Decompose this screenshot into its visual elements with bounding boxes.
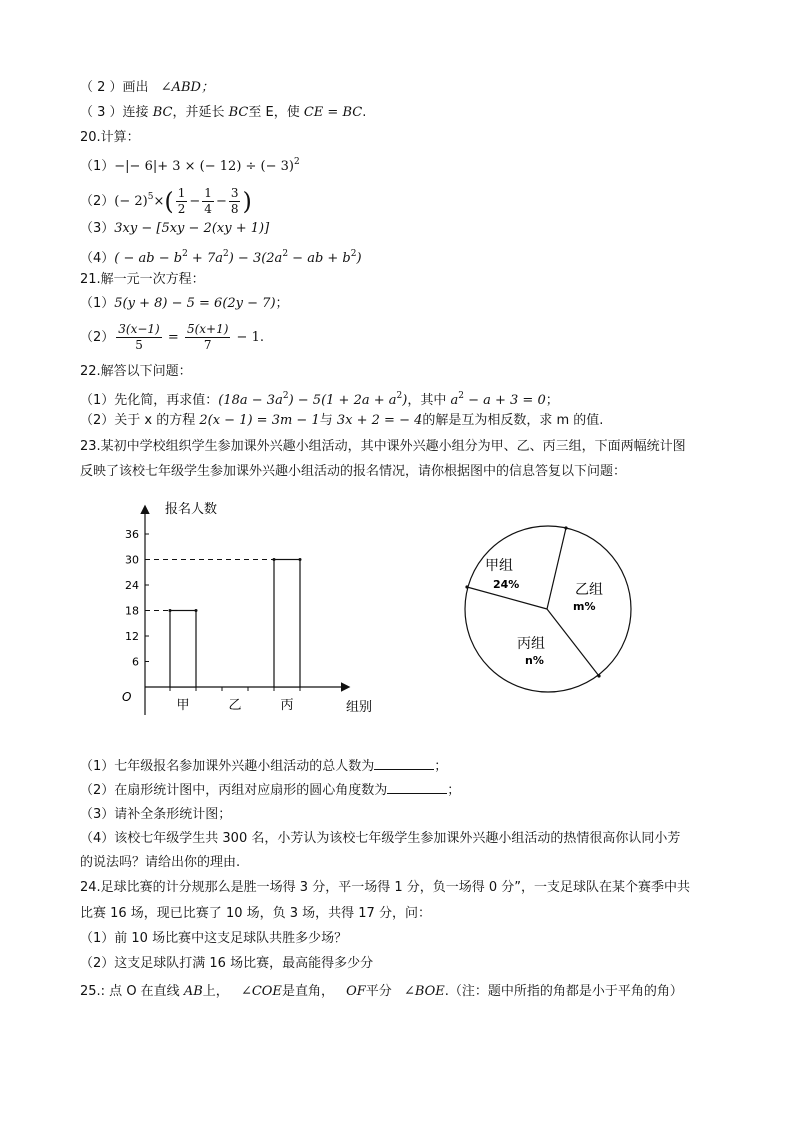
y-tick-label: 30 bbox=[125, 553, 139, 567]
x-axis-label: 组别 bbox=[346, 700, 373, 715]
pie-boundary-dot bbox=[465, 585, 468, 588]
q23-sub1: （1）七年级报名参加课外兴趣小组活动的总人数为 ； bbox=[80, 759, 448, 774]
q22-part2: （2）关于 x 的方程 2(x − 1) = 3m − 1与 3x + 2 = − 4的解是互为相反数，求 m 的值. bbox=[80, 413, 604, 428]
bar-corner-dot bbox=[299, 558, 302, 561]
q25-text: 25.: 点 O 在直线 AB上， ∠COE是直角， OF平分 ∠BOE.（注：题中所指的角都是小于平角的角） bbox=[80, 984, 683, 999]
bar-corner-dot bbox=[195, 609, 198, 612]
q19-part3: （ 3 ）连接 BC，并延长 BC至 E，使 CE = BC. bbox=[80, 105, 367, 120]
bar-甲 bbox=[170, 611, 196, 688]
y-tick-label: 12 bbox=[125, 630, 139, 643]
q24-text-line2: 比赛 16 场，现已比赛了 10 场，负 3 场，共得 17 分，问： bbox=[80, 906, 431, 921]
pie-outline bbox=[465, 526, 631, 692]
answer-blank[interactable] bbox=[387, 781, 447, 794]
q21-part2: （2） $\frac{3(x-1)}{5}$ = $\frac{5(x+1)}{7}$ − 1. bbox=[80, 322, 264, 352]
q23-text-line2: 反映了该校七年级学生参加课外兴趣小组活动的报名情况，请你根据图中的信息答复以下问题： bbox=[80, 464, 627, 479]
q23-sub3: （3）请补全条形统计图； bbox=[80, 807, 232, 822]
category-label: 丙 bbox=[280, 698, 294, 713]
bar-chart bbox=[110, 495, 410, 725]
category-label: 乙 bbox=[228, 698, 242, 713]
pie-label-jia: 甲组 bbox=[485, 558, 513, 574]
q23-sub2: （2）在扇形统计图中，丙组对应扇形的圆心角度数为 ； bbox=[80, 783, 461, 798]
pie-slice-boundary bbox=[547, 528, 566, 609]
y-tick-label: 24 bbox=[125, 579, 139, 592]
origin-label: O bbox=[122, 690, 132, 704]
fraction: $\frac{3}{8}$ bbox=[230, 186, 239, 216]
q20-title: 20.计算： bbox=[80, 130, 140, 145]
y-tick-label: 18 bbox=[125, 604, 139, 618]
pie-label-bing: 丙组 bbox=[517, 636, 545, 652]
pie-slice-boundary bbox=[547, 609, 599, 676]
q19-part2: （ 2 ）画出 ∠ABD； bbox=[80, 80, 214, 95]
q24-sub2: （2）这支足球队打满 16 场比赛，最高能得多少分 bbox=[80, 956, 374, 971]
bar-丙 bbox=[274, 560, 300, 688]
q20-part2: $(2)(- 2)^5\times$( $\frac{1}{2}$ − $\frac{1}{4}$ − $\frac{3}{8}$ ) bbox=[80, 186, 252, 216]
pie-boundary-dot bbox=[597, 674, 600, 677]
q23-text-line1: 23.某初中学校组织学生参加课外兴趣小组活动，其中课外兴趣小组分为甲、乙、丙三组，下面两幅统计图 bbox=[80, 439, 686, 454]
y-axis-label: 报名人数 bbox=[165, 502, 218, 517]
pie-value-jia: 24% bbox=[493, 578, 520, 591]
bar-corner-dot bbox=[169, 609, 172, 612]
y-tick-label: 36 bbox=[125, 528, 139, 541]
answer-blank[interactable] bbox=[374, 757, 434, 770]
q24-text-line1: 24.足球比赛的计分规那么是胜一场得 3 分，平一场得 1 分，负一场得 0 分”，一支足球队在某个赛季中共 bbox=[80, 880, 691, 895]
q23-sub4-line2: 的说法吗？请给出你的理由. bbox=[80, 855, 241, 870]
fraction: $\frac{5(x+1)}{7}$ bbox=[186, 322, 229, 352]
fraction: $\frac{3(x-1)}{5}$ bbox=[118, 322, 160, 352]
pie-label-yi: 乙组 bbox=[575, 582, 603, 598]
q23-sub4-line1: （4）该校七年级学生共 300 名，小芳认为该校七年级学生参加课外兴趣小组活动的热情很高你认同小芳 bbox=[80, 831, 681, 846]
q22-part1: （1）先化简，再求值：$(18a - 3a^2) - 5(1 + 2a + a^2)$，其中 $a^2 - a + 3 = 0$； bbox=[80, 391, 559, 408]
fraction: $\frac{1}{4}$ bbox=[204, 186, 212, 216]
category-label: 甲 bbox=[176, 698, 190, 713]
q21-title: 21.解一元一次方程： bbox=[80, 272, 205, 287]
pie-boundary-dot bbox=[564, 526, 567, 529]
y-tick-label: 6 bbox=[132, 655, 139, 669]
q20-part1: （1）−|− 6|+ 3 × (− 12) ÷ (− 3)$^2$ bbox=[80, 157, 300, 174]
pie-value-bing: n% bbox=[525, 654, 544, 667]
q20-part4: （4）( − ab − $b^2 + 7a^2) - 3(2a^2$ − ab + $b^2$) bbox=[80, 249, 362, 266]
q20-part3: （3）3xy − [5xy − 2(xy + 1)] bbox=[80, 221, 270, 236]
q22-title: 22.解答以下问题： bbox=[80, 364, 192, 379]
pie-value-yi: m% bbox=[573, 600, 596, 613]
q21-part1: （1）5(y + 8) − 5 = 6(2y − 7)； bbox=[80, 296, 289, 311]
q24-sub1: （1）前 10 场比赛中这支足球队共胜多少场？ bbox=[80, 931, 348, 946]
fraction: $\frac{1}{2}$ bbox=[177, 186, 186, 216]
pie-chart bbox=[455, 520, 645, 700]
bar-corner-dot bbox=[273, 558, 276, 561]
